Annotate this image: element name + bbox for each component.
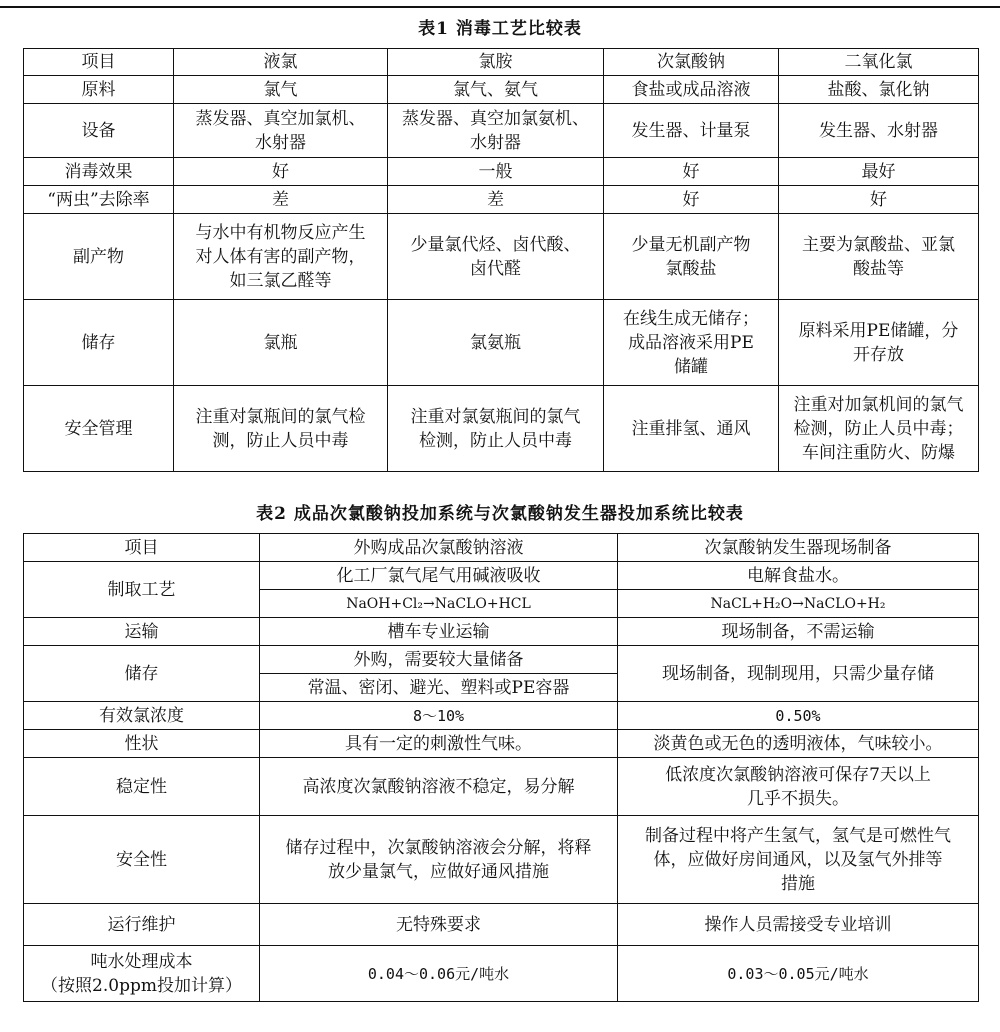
table1-caption: 表1 消毒工艺比较表 xyxy=(418,19,582,39)
row-label: 性状 xyxy=(24,730,260,758)
table2-caption: 表2 成品次氯酸钠投加系统与次氯酸钠发生器投加系统比较表 xyxy=(256,504,744,524)
table-cell: 低浓度次氯酸钠溶液可保存7天以上 几乎不损失。 xyxy=(618,758,979,816)
header-cell: 外购成品次氯酸钠溶液 xyxy=(260,534,618,562)
row-label: 原料 xyxy=(24,76,174,104)
table-cell: 无特殊要求 xyxy=(260,904,618,946)
table-cell: 最好 xyxy=(779,158,979,186)
header-cell: 液氯 xyxy=(174,49,388,76)
table-cell: 操作人员需接受专业培训 xyxy=(618,904,979,946)
row-label: 副产物 xyxy=(24,214,174,300)
hypochlorite-system-comparison-table xyxy=(23,533,979,1002)
table-cell: 槽车专业运输 xyxy=(260,618,618,646)
table-cell: 好 xyxy=(604,186,779,214)
table-cell: 0.50% xyxy=(618,702,979,730)
table-cell: 一般 xyxy=(388,158,604,186)
table-cell: 注重对加氯机间的氯气 检测，防止人员中毒； 车间注重防火、防爆 xyxy=(779,386,979,472)
table-row xyxy=(24,214,979,300)
disinfection-comparison-table xyxy=(23,48,979,472)
table-row xyxy=(24,158,979,186)
table-cell: 蒸发器、真空加氯机、 水射器 xyxy=(174,104,388,158)
row-label: 运输 xyxy=(24,618,260,646)
table-cell: 化工厂氯气尾气用碱液吸收 xyxy=(260,562,618,590)
table-cell: 在线生成无储存； 成品溶液采用PE 储罐 xyxy=(604,300,779,386)
table-cell: 具有一定的刺激性气味。 xyxy=(260,730,618,758)
row-label: 储存 xyxy=(24,300,174,386)
table-cell: 注重对氯瓶间的氯气检 测，防止人员中毒 xyxy=(174,386,388,472)
table-cell: 好 xyxy=(604,158,779,186)
formula-cell: NaCL+H₂O→NaCLO+H₂ xyxy=(618,590,979,618)
table-cell: 制备过程中将产生氢气，氢气是可燃性气 体，应做好房间通风，以及氢气外排等 措施 xyxy=(618,816,979,904)
header-cell: 次氯酸钠发生器现场制备 xyxy=(618,534,979,562)
row-label: 安全管理 xyxy=(24,386,174,472)
header-cell: 氯胺 xyxy=(388,49,604,76)
table-row xyxy=(24,904,979,946)
table-cell: 现场制备，不需运输 xyxy=(618,618,979,646)
table-cell: 现场制备，现制现用，只需少量存储 xyxy=(618,646,979,702)
table-cell: 食盐或成品溶液 xyxy=(604,76,779,104)
table-row xyxy=(24,562,979,590)
row-label: “两虫”去除率 xyxy=(24,186,174,214)
table-cell: 好 xyxy=(779,186,979,214)
table-cell: 常温、密闭、避光、塑料或PE容器 xyxy=(260,674,618,702)
row-label: 有效氯浓度 xyxy=(24,702,260,730)
table-row xyxy=(24,758,979,816)
table-cell: 电解食盐水。 xyxy=(618,562,979,590)
table-cell: 发生器、水射器 xyxy=(779,104,979,158)
table-cell: 蒸发器、真空加氯氨机、 水射器 xyxy=(388,104,604,158)
header-cell: 次氯酸钠 xyxy=(604,49,779,76)
table-row xyxy=(24,702,979,730)
header-cell: 项目 xyxy=(24,534,260,562)
table-cell: 氯氨瓶 xyxy=(388,300,604,386)
row-label: 储存 xyxy=(24,646,260,702)
table-row xyxy=(24,386,979,472)
table-cell: 高浓度次氯酸钠溶液不稳定，易分解 xyxy=(260,758,618,816)
table-cell: 外购，需要较大量储备 xyxy=(260,646,618,674)
table-row xyxy=(24,816,979,904)
table-row xyxy=(24,946,979,1002)
table-cell: 氯瓶 xyxy=(174,300,388,386)
table-row xyxy=(24,186,979,214)
table-row xyxy=(24,300,979,386)
row-label: 安全性 xyxy=(24,816,260,904)
table-row xyxy=(24,730,979,758)
table-row xyxy=(24,646,979,674)
table-cell: 少量氯代烃、卤代酸、 卤代醛 xyxy=(388,214,604,300)
table-cell: 注重排氢、通风 xyxy=(604,386,779,472)
table-cell: 氯气 xyxy=(174,76,388,104)
table-cell: 少量无机副产物 氯酸盐 xyxy=(604,214,779,300)
row-label: 运行维护 xyxy=(24,904,260,946)
row-label: 设备 xyxy=(24,104,174,158)
table-row xyxy=(24,104,979,158)
header-cell: 二氧化氯 xyxy=(779,49,979,76)
row-label: 制取工艺 xyxy=(24,562,260,618)
table-row xyxy=(24,618,979,646)
table-row xyxy=(24,76,979,104)
table-cell: 差 xyxy=(174,186,388,214)
table-cell: 注重对氯氨瓶间的氯气 检测，防止人员中毒 xyxy=(388,386,604,472)
table-cell: 主要为氯酸盐、亚氯 酸盐等 xyxy=(779,214,979,300)
table-cell: 盐酸、氯化钠 xyxy=(779,76,979,104)
table-cell: 8～10% xyxy=(260,702,618,730)
table-cell: 发生器、计量泵 xyxy=(604,104,779,158)
table-cell: 0.04～0.06元/吨水 xyxy=(260,946,618,1002)
table-cell: 储存过程中，次氯酸钠溶液会分解，将释 放少量氯气，应做好通风措施 xyxy=(260,816,618,904)
row-label: 稳定性 xyxy=(24,758,260,816)
table-cell: 氯气、氨气 xyxy=(388,76,604,104)
table-cell: 与水中有机物反应产生 对人体有害的副产物， 如三氯乙醛等 xyxy=(174,214,388,300)
row-label: 吨水处理成本 （按照2.0ppm投加计算） xyxy=(24,946,260,1002)
row-label: 消毒效果 xyxy=(24,158,174,186)
table-header-row xyxy=(24,49,979,76)
table-cell: 好 xyxy=(174,158,388,186)
table-header-row xyxy=(24,534,979,562)
formula-cell: NaOH+Cl₂→NaCLO+HCL xyxy=(260,590,618,618)
page-header-rule xyxy=(0,0,1000,8)
table-cell: 淡黄色或无色的透明液体，气味较小。 xyxy=(618,730,979,758)
table-cell: 0.03～0.05元/吨水 xyxy=(618,946,979,1002)
table-cell: 差 xyxy=(388,186,604,214)
table-cell: 原料采用PE储罐，分 开存放 xyxy=(779,300,979,386)
header-cell: 项目 xyxy=(24,49,174,76)
